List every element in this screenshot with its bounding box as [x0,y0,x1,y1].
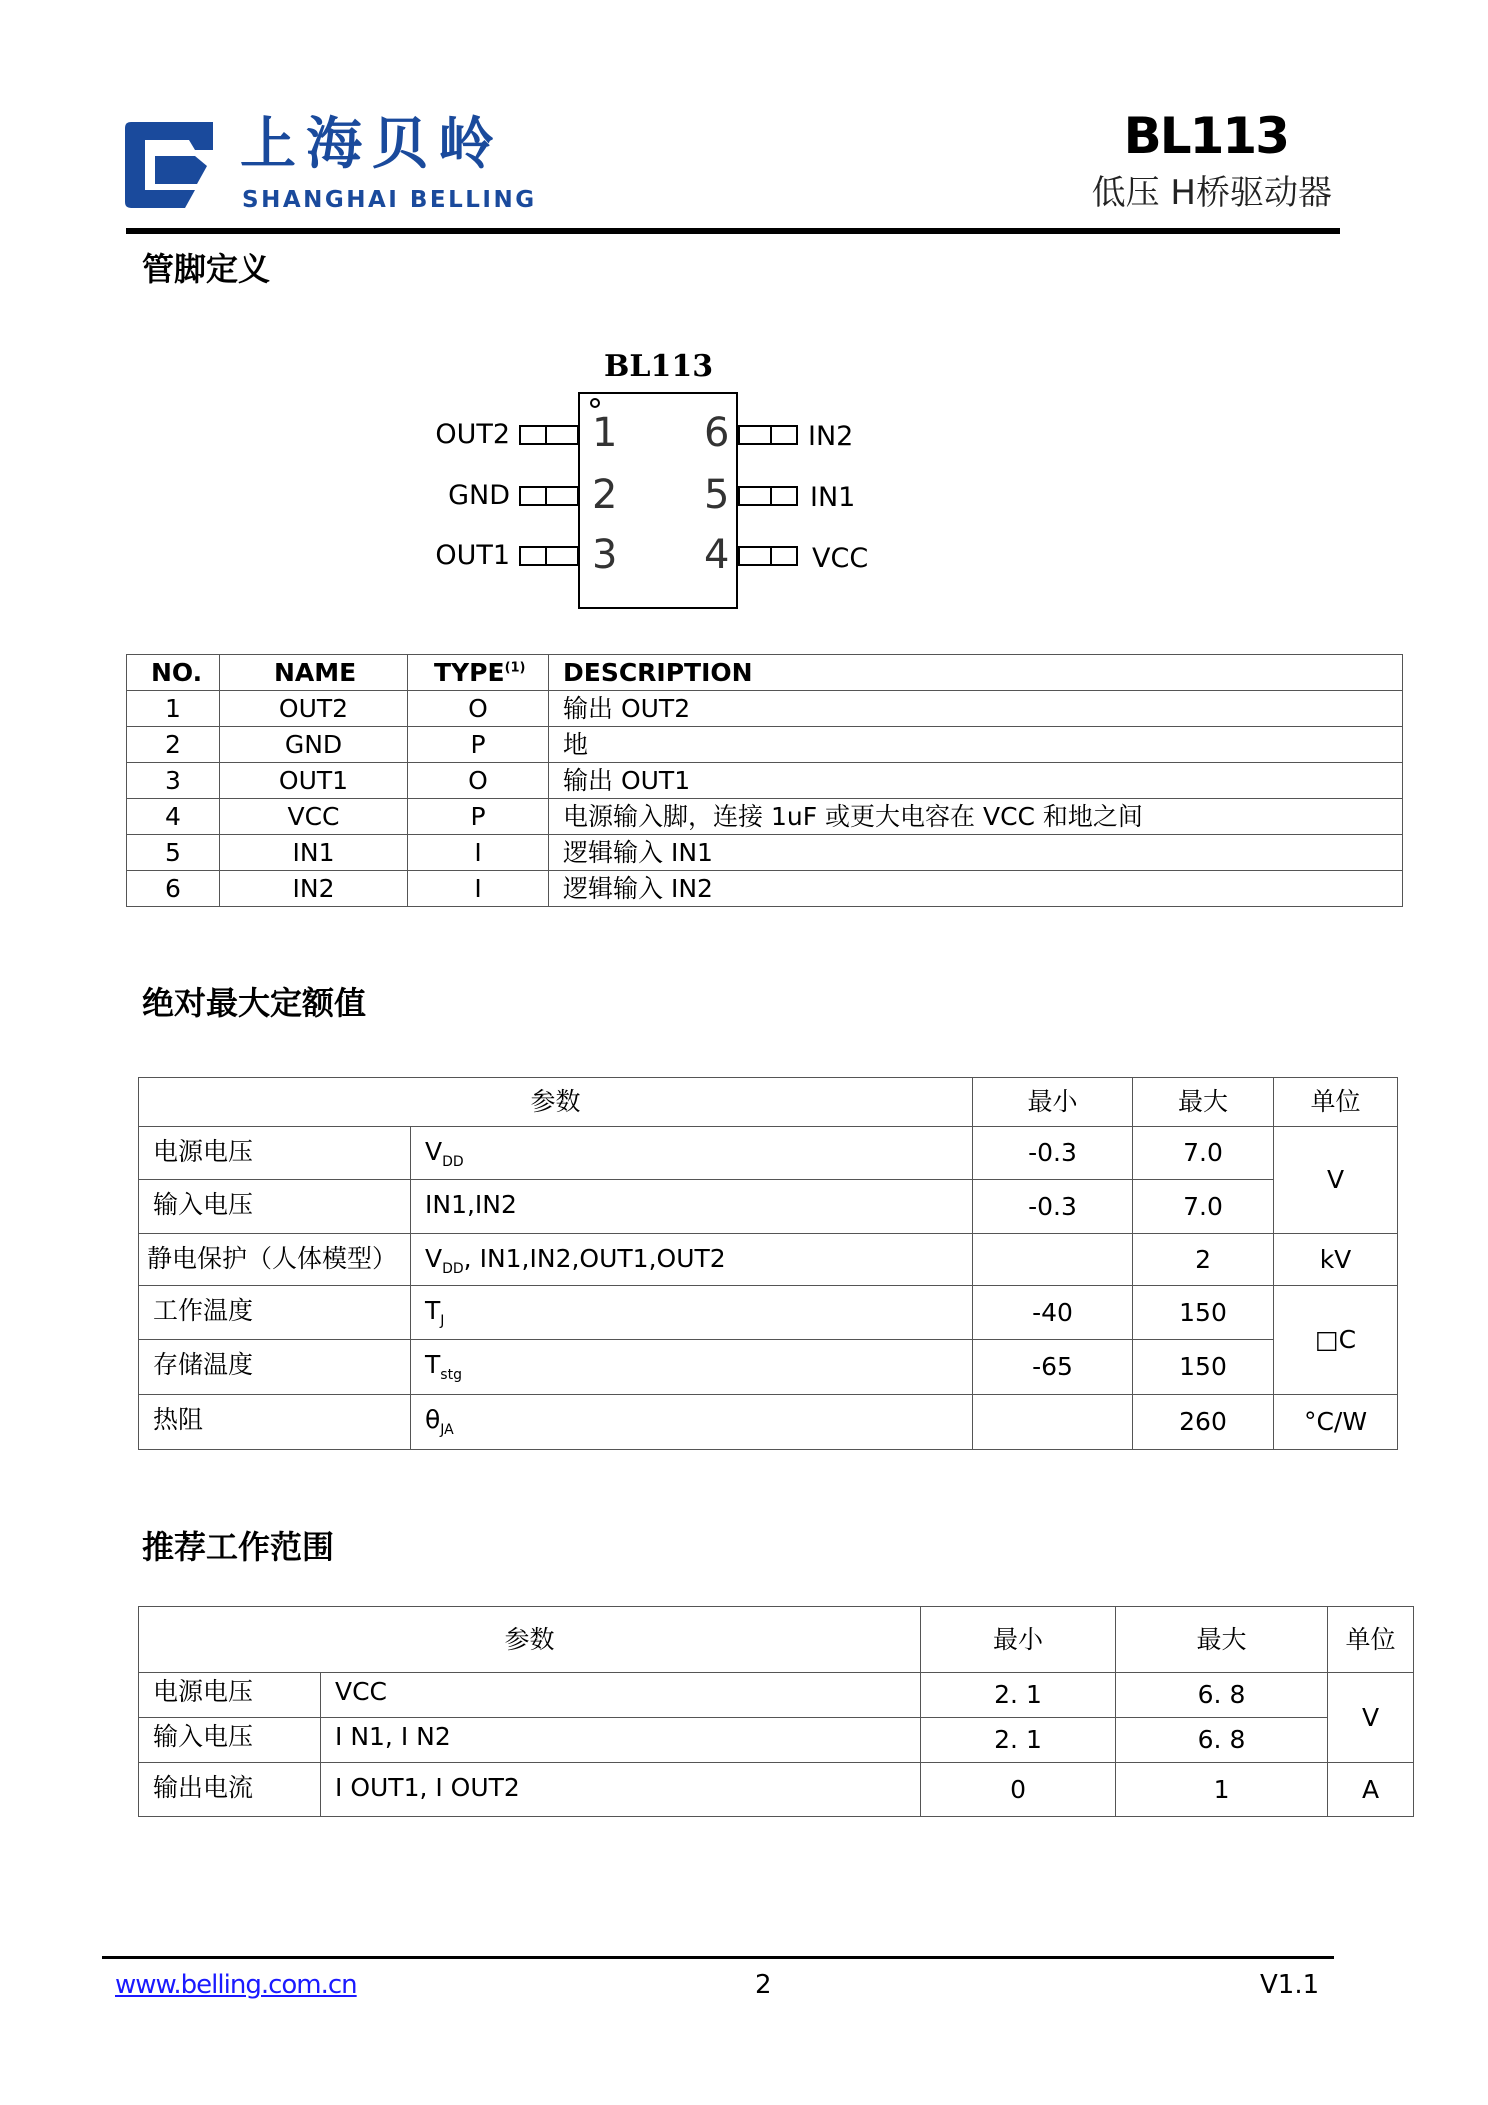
cell: 150 [1133,1340,1274,1395]
pin-number: 6 [704,410,730,456]
cell [411,1127,973,1180]
col-header: 最小 [921,1607,1116,1673]
cell: V [1328,1673,1414,1763]
cell: IN1 [220,835,408,871]
section-title-abs-max: 绝对最大定额值 [142,984,367,1022]
cell: 3 [127,763,220,799]
table-row [139,1718,1414,1763]
symbol: θ [425,1405,441,1434]
pin-number: 4 [704,532,730,578]
cell: 电源电压 [139,1127,411,1180]
symbol: T [425,1296,441,1325]
table-header-row [139,1607,1414,1673]
pin-name: VCC [812,543,869,574]
cell: GND [220,727,408,763]
cell [411,1340,973,1395]
cell: 2 [127,727,220,763]
section-title-pins: 管脚定义 [142,250,271,288]
cell: VCC [321,1673,921,1718]
symbol: T [425,1350,441,1379]
cell [973,1395,1133,1450]
table-row [127,763,1403,799]
pin-name: IN1 [810,482,856,513]
pin-left-3 [519,546,579,566]
cell: IN2 [220,871,408,907]
pin-left-1 [519,425,579,445]
pin-right-5 [738,486,798,506]
website-link[interactable]: www.belling.com.cn [115,1970,357,2000]
table-row [139,1395,1398,1450]
rec-op-table [138,1606,1414,1817]
table-row [139,1286,1398,1340]
cell: 6. 8 [1116,1718,1328,1763]
type-footnote: (1) [504,660,526,676]
cell: 逻辑输入 IN1 [549,835,1403,871]
cell: 2 [1133,1234,1274,1286]
cell: P [408,727,549,763]
symbol-subscript: J [440,1313,445,1329]
cell: 7.0 [1133,1127,1274,1180]
cell: -0.3 [973,1180,1133,1234]
symbol-subscript: DD [442,1154,464,1170]
belling-logo-icon [125,122,213,208]
page-number: 2 [755,1970,772,2000]
cell: VCC [220,799,408,835]
pin-name: OUT2 [435,419,510,450]
pin-number: 3 [592,532,618,578]
table-row [127,727,1403,763]
cell: 2. 1 [921,1673,1116,1718]
cell: 2. 1 [921,1718,1116,1763]
col-header [408,655,549,691]
cell: 工作温度 [139,1286,411,1340]
cell: 逻辑输入 IN2 [549,871,1403,907]
abs-max-table [138,1077,1398,1450]
cell: 存储温度 [139,1340,411,1395]
cell: A [1328,1763,1414,1817]
cell: kV [1274,1234,1398,1286]
symbol: V [425,1137,443,1166]
cell: OUT2 [220,691,408,727]
cell: □C [1274,1286,1398,1395]
cell: 0 [921,1763,1116,1817]
cell: 输入电压 [139,1718,321,1763]
col-header: 参数 [139,1607,921,1673]
cell: 静电保护（人体模型） [139,1234,411,1286]
cell [411,1234,973,1286]
header-divider [126,228,1340,234]
cell: P [408,799,549,835]
cell [411,1395,973,1450]
cell: 6. 8 [1116,1673,1328,1718]
pin-left-2 [519,486,579,506]
cell: OUT1 [220,763,408,799]
cell: 电源输入脚，连接 1uF 或更大电容在 VCC 和地之间 [549,799,1403,835]
table-row [139,1127,1398,1180]
symbol-subscript: stg [440,1367,462,1383]
table-row [139,1763,1414,1817]
cell: 7.0 [1133,1180,1274,1234]
symbol-subscript: DD [442,1261,464,1277]
cell: 输出电流 [139,1763,321,1817]
table-row [127,871,1403,907]
symbol-subscript: JA [440,1422,454,1438]
footer-divider [102,1956,1334,1959]
cell: 输出 OUT2 [549,691,1403,727]
section-title-rec-op: 推荐工作范围 [142,1528,335,1566]
cell [973,1234,1133,1286]
table-row [127,799,1403,835]
cell: °C/W [1274,1395,1398,1450]
cell: O [408,691,549,727]
symbol-rest: , IN1,IN2,OUT1,OUT2 [463,1244,726,1273]
cell: -65 [973,1340,1133,1395]
cell: 260 [1133,1395,1274,1450]
cell: IN1,IN2 [411,1180,973,1234]
cell: 电源电压 [139,1673,321,1718]
pin1-marker-icon [590,398,600,408]
part-subtitle: 低压 H桥驱动器 [1091,173,1332,213]
cell: -40 [973,1286,1133,1340]
cell: 输出 OUT1 [549,763,1403,799]
cell: O [408,763,549,799]
pin-name: OUT1 [435,540,510,571]
cell: V [1274,1127,1398,1234]
col-header: NO. [127,655,220,691]
cell: I [408,835,549,871]
part-number: BL113 [1123,107,1288,165]
col-header: 最小 [973,1078,1133,1127]
table-row [139,1180,1398,1234]
col-header: 单位 [1328,1607,1414,1673]
cell: -0.3 [973,1127,1133,1180]
table-row [139,1673,1414,1718]
cell [411,1286,973,1340]
cell: 4 [127,799,220,835]
cell: I [408,871,549,907]
pin-number: 2 [592,472,618,518]
pin-table [126,654,1403,907]
col-header: 参数 [139,1078,973,1127]
col-header: 单位 [1274,1078,1398,1127]
cell: 输入电压 [139,1180,411,1234]
pin-number: 5 [704,472,730,518]
symbol: V [425,1244,443,1273]
version: V1.1 [1260,1970,1320,2000]
pin-name: IN2 [808,421,854,452]
cell: 地 [549,727,1403,763]
type-header: TYPE [434,657,505,687]
logo-chinese-name: 上海贝岭 [240,112,504,177]
pin-right-6 [738,425,798,445]
cell: 150 [1133,1286,1274,1340]
col-header: 最大 [1116,1607,1328,1673]
cell: 1 [127,691,220,727]
chip-label: BL113 [604,349,714,384]
table-row [127,691,1403,727]
cell: I OUT1, I OUT2 [321,1763,921,1817]
cell: 6 [127,871,220,907]
pin-number: 1 [592,410,618,456]
pin-right-4 [738,546,798,566]
col-header: 最大 [1133,1078,1274,1127]
cell: I N1, I N2 [321,1718,921,1763]
table-header-row [139,1078,1398,1127]
cell: 热阻 [139,1395,411,1450]
table-row [127,835,1403,871]
col-header: DESCRIPTION [549,655,1403,691]
table-row [139,1340,1398,1395]
cell: 5 [127,835,220,871]
logo-english-name: SHANGHAI BELLING [242,187,537,213]
col-header: NAME [220,655,408,691]
cell: 1 [1116,1763,1328,1817]
pin-name: GND [448,480,510,511]
table-header-row [127,655,1403,691]
table-row [139,1234,1398,1286]
